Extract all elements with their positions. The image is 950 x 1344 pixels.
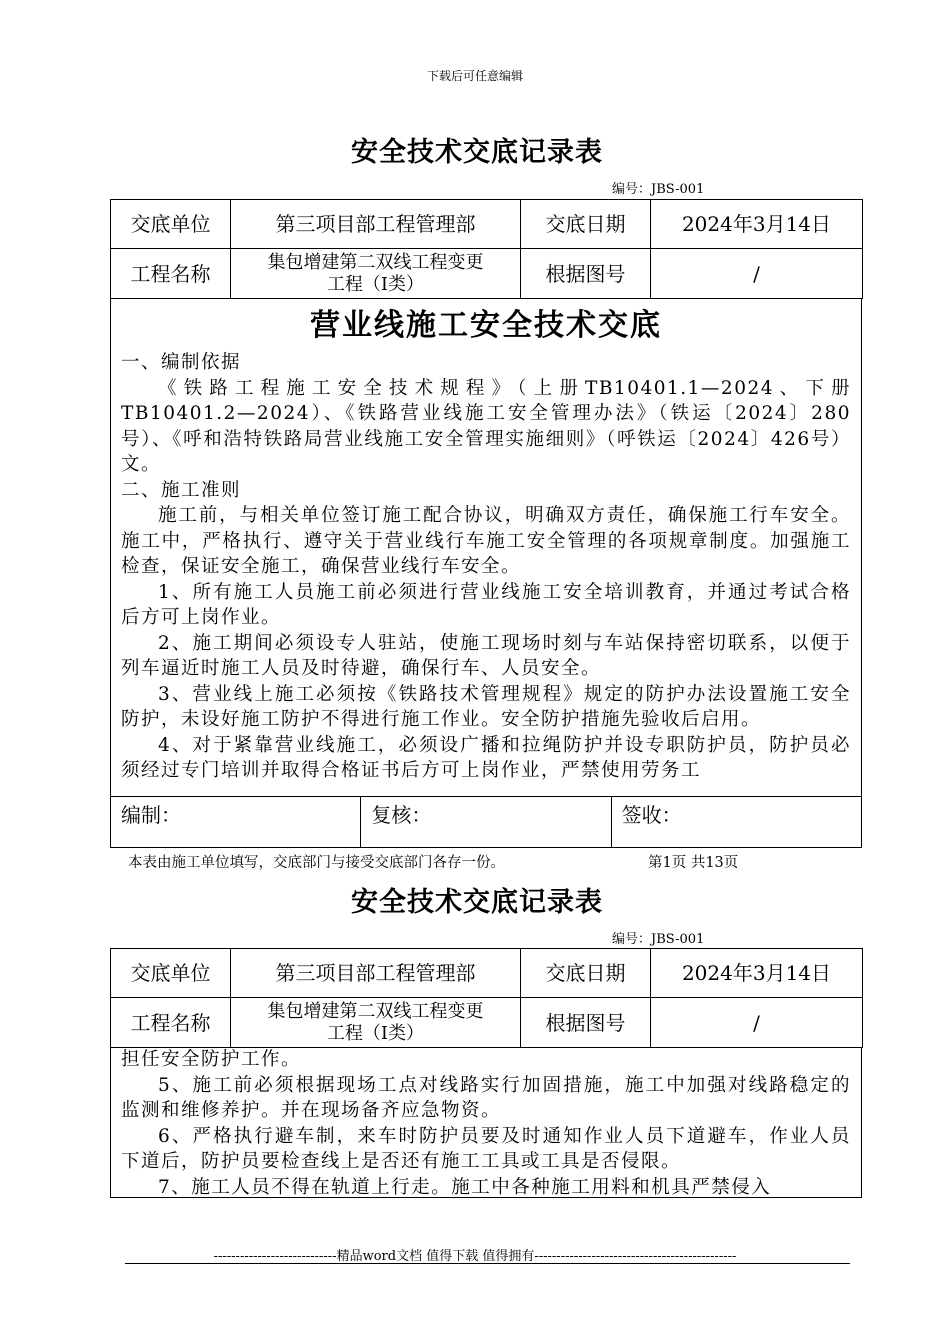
- footer-note: 本表由施工单位填写，交底部门与接受交底部门各存一份。: [128, 855, 505, 871]
- rule-item-1: 1、所有施工人员施工前必须进行营业线施工安全培训教育，并通过考试合格后方可上岗作业。: [121, 581, 851, 628]
- label-date: 交底日期: [521, 200, 651, 249]
- section-basis-heading: 一、编制依据: [121, 352, 242, 373]
- rule-item-4: 4、对于紧靠营业线施工，必须设广播和拉绳防护并设专职防护员，防护员必须经过专门培训并取得合格证书后方可上岗作业，严禁使用劳务工: [121, 734, 851, 781]
- section-rules-heading: 二、施工准则: [121, 479, 242, 501]
- rule-item-3: 3、营业线上施工必须按《铁路技术管理规程》规定的防护办法设置施工安全防护，未设好施工防护不得进行施工作业。安全防护措施先验收后启用。: [121, 683, 851, 730]
- value-unit-2: 第三项目部工程管理部: [231, 949, 521, 998]
- content-box: [110, 298, 862, 797]
- label-project-2: 工程名称: [111, 998, 231, 1048]
- download-note: 下载后可任意编辑: [426, 69, 523, 83]
- sig-receive: 签收：: [621, 803, 682, 827]
- value-date: 2024年3月14日: [651, 200, 863, 249]
- form-title: 安全技术交底记录表: [351, 137, 603, 168]
- rule-item-2: 2、施工期间必须设专人驻站，使施工现场时刻与车站保持密切联系，以便于列车逼近时施工人员及时待避，确保行车、人员安全。: [121, 632, 851, 679]
- form-title-2: 安全技术交底记录表: [351, 887, 603, 918]
- content-box-2: [110, 1047, 862, 1198]
- bottom-note: ----------------------------精品word文档 值得下载 值得拥有----------------------------------------------: [213, 1249, 737, 1264]
- value-date-2: 2024年3月14日: [651, 949, 863, 998]
- rule-item-4-cont: 担任安全防护工作。: [121, 1049, 302, 1070]
- rules-paragraph: 施工前，与相关单位签订施工配合协议，明确双方责任，确保施工行车安全。施工中，严格执行、遵守关于营业线行车施工安全管理的各项规章制度。加强施工检查，保证安全施工，确保营业线行车安全。: [121, 505, 851, 577]
- value-unit: 第三项目部工程管理部: [231, 200, 521, 249]
- sig-review: 复核：: [361, 797, 611, 847]
- value-project: 集包增建第二双线工程变更工程（I类）: [231, 249, 521, 299]
- content-text-2: [111, 1047, 861, 1198]
- content-text: [111, 350, 861, 784]
- info-table-2: [110, 948, 863, 1048]
- value-project-2: 集包增建第二双线工程变更工程（I类）: [231, 998, 521, 1048]
- value-drawing-2: /: [651, 998, 863, 1048]
- info-table: [110, 199, 863, 299]
- signature-row: [110, 796, 862, 848]
- rule-item-5: 5、施工前必须根据现场工点对线路实行加固措施，施工中加强对线路稳定的监测和维修养护。并在现场备齐应急物资。: [121, 1074, 851, 1121]
- value-drawing: /: [651, 249, 863, 299]
- label-unit: 交底单位: [111, 200, 231, 249]
- label-date-2: 交底日期: [521, 949, 651, 998]
- rule-item-6: 6、严格执行避车制，来车时防护员要及时通知作业人员下道避车，作业人员下道后，防护员要检查线上是否还有施工工具或工具是否侵限。: [121, 1125, 851, 1172]
- page-number: 第1页 共13页: [648, 855, 739, 871]
- rule-item-7: 7、施工人员不得在轨道上行走。施工中各种施工用料和机具严禁侵入: [158, 1176, 772, 1198]
- content-heading: 营业线施工安全技术交底: [310, 308, 662, 343]
- label-drawing: 根据图号: [521, 249, 651, 299]
- bottom-divider: [125, 1263, 850, 1264]
- label-drawing-2: 根据图号: [521, 998, 651, 1048]
- form-code: 编号：JBS-001: [612, 182, 705, 197]
- form-code-2: 编号：JBS-001: [612, 932, 705, 947]
- label-project: 工程名称: [111, 249, 231, 299]
- label-unit-2: 交底单位: [111, 949, 231, 998]
- sig-compile: 编制：: [111, 797, 361, 847]
- basis-paragraph: 《铁路工程施工安全技术规程》（上册TB10401.1—2024、下册TB10401.2—2024）、《铁路营业线施工安全管理办法》（铁运〔2024〕280号）、《呼和浩特铁路局营业线施工安全管理实施细则》（呼铁运〔2024〕426号）文。: [121, 377, 851, 475]
